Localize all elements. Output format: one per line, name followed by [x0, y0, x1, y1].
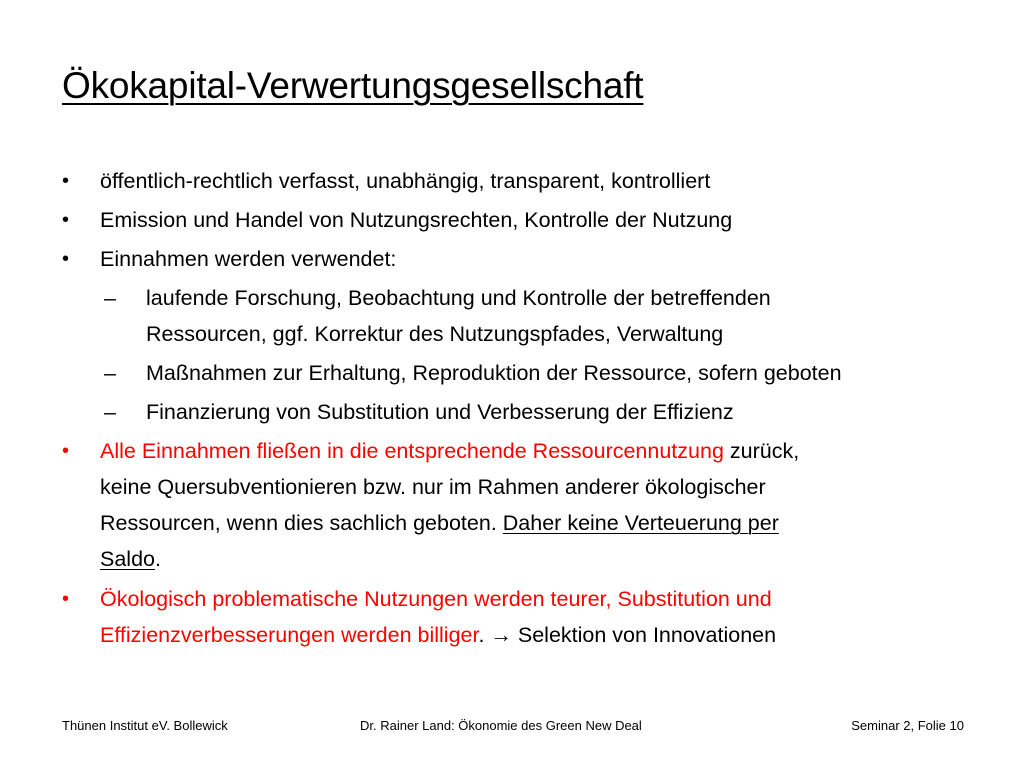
highlight-text: Effizienzverbesserungen werden billiger — [100, 623, 479, 647]
dash-icon: – — [104, 286, 116, 310]
bullet-text: zurück, — [723, 439, 800, 463]
slide-title: Ökokapital-Verwertungsgesellschaft — [62, 65, 644, 106]
bullet-text: Emission und Handel von Nutzungsrechten, Kontrolle der Nutzung — [100, 208, 733, 232]
bullet-icon: • — [62, 248, 70, 270]
underlined-text: Saldo — [100, 547, 155, 571]
sub-bullet-item — [62, 394, 1002, 430]
slide-content — [62, 163, 1002, 653]
highlight-text: Alle Einnahmen fließen in die entsprechende Ressourcennutzung — [100, 439, 724, 463]
bullet-item — [62, 241, 1002, 277]
sub-bullet-text: Maßnahmen zur Erhaltung, Reproduktion der Ressource, sofern geboten — [146, 361, 842, 385]
bullet-icon: • — [62, 440, 70, 462]
sub-bullet-text: laufende Forschung, Beobachtung und Kontrolle der betreffenden — [146, 286, 771, 310]
bullet-icon: • — [62, 170, 70, 192]
bullet-item-revenue — [62, 433, 1002, 577]
bullet-line — [100, 617, 1002, 653]
highlight-text: Ökologisch problematische Nutzungen werden teurer, Substitution und — [100, 587, 772, 611]
bullet-line — [100, 541, 1002, 577]
bullet-text: keine Quersubventionieren bzw. nur im Rahmen anderer ökologischer — [100, 475, 766, 499]
bullet-item — [62, 163, 1002, 199]
footer-right: Seminar 2, Folie 10 — [851, 718, 964, 733]
bullet-text: . — [155, 547, 161, 571]
bullet-item-innovation — [62, 581, 1002, 653]
bullet-line — [100, 505, 1002, 541]
bullet-item — [62, 202, 1002, 238]
bullet-text: Einnahmen werden verwendet: — [100, 247, 397, 271]
footer-left: Thünen Institut eV. Bollewick — [62, 718, 228, 733]
bullet-line — [100, 433, 1002, 469]
bullet-icon: • — [62, 209, 70, 231]
dash-icon: – — [104, 361, 116, 385]
sub-bullet-text: Ressourcen, ggf. Korrektur des Nutzungspfades, Verwaltung — [146, 322, 724, 346]
bullet-text: öffentlich-rechtlich verfasst, unabhängig, transparent, kontrolliert — [100, 169, 711, 193]
underlined-text: Daher keine Verteuerung per — [502, 511, 779, 535]
sub-bullet-text: Finanzierung von Substitution und Verbesserung der Effizienz — [146, 400, 734, 424]
sub-bullet-item — [62, 355, 1002, 391]
bullet-text: Ressourcen, wenn dies sachlich geboten. — [100, 511, 503, 535]
footer-center: Dr. Rainer Land: Ökonomie des Green New Deal — [360, 718, 642, 733]
bullet-icon: • — [62, 588, 70, 610]
bullet-text: . → Selektion von Innovationen — [478, 623, 777, 647]
sub-bullet-item — [62, 280, 1002, 352]
dash-icon: – — [104, 400, 116, 424]
